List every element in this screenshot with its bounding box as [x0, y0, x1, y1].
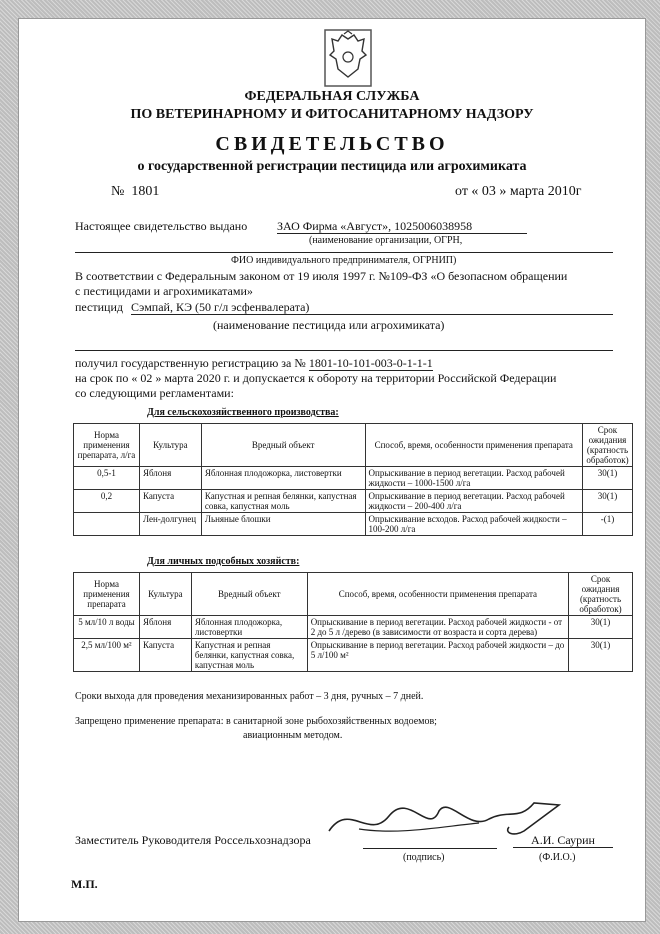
table-cell: 0,5-1 — [74, 467, 140, 490]
issued-hint-ip: ФИО индивидуального предпринимателя, ОГРНИП) — [231, 255, 457, 266]
table-cell: Яблоня — [139, 467, 201, 490]
table-cell: 2,5 мл/100 м² — [74, 639, 140, 672]
table1-header-cell: Культура — [139, 424, 201, 467]
certificate-sheet — [18, 18, 646, 922]
document-subtitle: о государственной регистрации пестицида или агрохимиката — [137, 159, 527, 174]
number-label: № — [111, 184, 125, 199]
issued-label: Настоящее свидетельство выдано — [75, 219, 248, 233]
table-cell: 30(1) — [582, 490, 632, 513]
table-cell: Капуста — [139, 639, 191, 672]
law-line-1: В соответствии с Федеральным законом от 19 июля 1997 г. №109-ФЗ «О безопасном обращении — [75, 269, 568, 283]
registration-line-1 — [75, 356, 433, 370]
table-cell: 0,2 — [74, 490, 140, 513]
blank-line — [75, 251, 613, 253]
table2-title: Для личных подсобных хозяйств: — [147, 556, 300, 567]
table-row — [74, 513, 633, 536]
registration-prefix: получил государственную регистрацию за № — [75, 356, 306, 370]
seal-place: М.П. — [71, 877, 98, 891]
table-cell: Яблонная плодожорка, листовертки — [201, 467, 365, 490]
table-cell: 30(1) — [569, 639, 633, 672]
table-cell: Капустная и репная белянки, капустная совка, капустная моль — [201, 490, 365, 513]
table1-header-row — [74, 424, 633, 467]
certificate-date: от « 03 » марта 2010г — [455, 184, 582, 199]
signature-hint: (подпись) — [403, 852, 445, 863]
pesticide-label: пестицид — [75, 300, 123, 314]
table-cell: 30(1) — [582, 467, 632, 490]
signatory-name: А.И. Саурин — [513, 833, 613, 848]
prohibited-line-1: Запрещено применение препарата: в санитарной зоне рыбохозяйственных водоемов; — [75, 716, 437, 727]
document-title: СВИДЕТЕЛЬСТВО — [215, 133, 449, 155]
table2-header-cell: Культура — [139, 573, 191, 616]
table-row — [74, 639, 633, 672]
table1-header-cell: Вредный объект — [201, 424, 365, 467]
table1-header-cell: Срок ожидания (кратность обработок) — [582, 424, 632, 467]
registration-number: 1801-10-101-003-0-1-1-1 — [308, 356, 433, 370]
terms-note: Сроки выхода для проведения механизированных работ – 3 дня, ручных – 7 дней. — [75, 691, 424, 702]
table-row — [74, 467, 633, 490]
issued-value: ЗАО Фирма «Август», 1025006038958 — [277, 219, 527, 234]
certificate-number — [111, 184, 159, 200]
table2-header-cell: Способ, время, особенности применения препарата — [307, 573, 568, 616]
blank-line-2 — [75, 349, 613, 351]
table-cell: Опрыскивание всходов. Расход рабочей жидкости – 100-200 л/га — [365, 513, 582, 536]
table2-header-cell: Срок ожидания (кратность обработок) — [569, 573, 633, 616]
table-cell: Капустная и репная белянки, капустная совка, капустная моль — [191, 639, 307, 672]
table1-title: Для сельскохозяйственного производства: — [147, 407, 339, 418]
pesticide-value: Сэмпай, КЭ (50 г/л эсфенвалерата) — [131, 300, 613, 315]
table-cell: Льняные блошки — [201, 513, 365, 536]
signature-line — [363, 847, 497, 849]
table-cell: -(1) — [582, 513, 632, 536]
registration-line-2: на срок по « 02 » марта 2020 г. и допускается к обороту на территории Российской Федерации — [75, 371, 557, 385]
table-cell: Опрыскивание в период вегетации. Расход рабочей жидкости – до 5 л/100 м² — [307, 639, 568, 672]
table-cell: Опрыскивание в период вегетации. Расход рабочей жидкости – 1000-1500 л/га — [365, 467, 582, 490]
coat-of-arms-icon — [324, 29, 372, 87]
agricultural-table — [73, 423, 633, 536]
table-cell: Лен-долгунец — [139, 513, 201, 536]
table-cell: Опрыскивание в период вегетации. Расход рабочей жидкости - от 2 до 5 л /дерево (в зависимости от возраста и сорта дерева) — [307, 616, 568, 639]
table-cell: Опрыскивание в период вегетации. Расход рабочей жидкости – 200-400 л/га — [365, 490, 582, 513]
prohibited-line-2: авиационным методом. — [243, 730, 343, 741]
table2-body — [74, 616, 633, 672]
number-value: 1801 — [131, 184, 160, 199]
table-row — [74, 490, 633, 513]
signatory-position: Заместитель Руководителя Россельхознадзора — [75, 833, 311, 847]
table-cell — [74, 513, 140, 536]
issued-hint-org: (наименование организации, ОГРН, — [309, 235, 463, 246]
pesticide-hint: (наименование пестицида или агрохимиката) — [213, 318, 445, 332]
table2-header-cell: Вредный объект — [191, 573, 307, 616]
table1-header-cell: Норма применения препарата, л/га — [74, 424, 140, 467]
registration-line-3: со следующими регламентами: — [75, 386, 234, 400]
name-hint: (Ф.И.О.) — [539, 852, 576, 863]
agency-line-2: ПО ВЕТЕРИНАРНОМУ И ФИТОСАНИТАРНОМУ НАДЗОРУ — [130, 107, 534, 122]
household-table — [73, 572, 633, 672]
table-cell: 5 мл/10 л воды — [74, 616, 140, 639]
table-cell: 30(1) — [569, 616, 633, 639]
table2-header-cell: Норма применения препарата — [74, 573, 140, 616]
table-row — [74, 616, 633, 639]
table-cell: Яблонная плодожорка, листовертки — [191, 616, 307, 639]
agency-line-1: ФЕДЕРАЛЬНАЯ СЛУЖБА — [244, 89, 420, 104]
table-cell: Капуста — [139, 490, 201, 513]
table1-body — [74, 467, 633, 536]
law-line-2: с пестицидами и агрохимикатами» — [75, 284, 253, 298]
table2-header-row — [74, 573, 633, 616]
table-cell: Яблоня — [139, 616, 191, 639]
table1-header-cell: Способ, время, особенности применения препарата — [365, 424, 582, 467]
